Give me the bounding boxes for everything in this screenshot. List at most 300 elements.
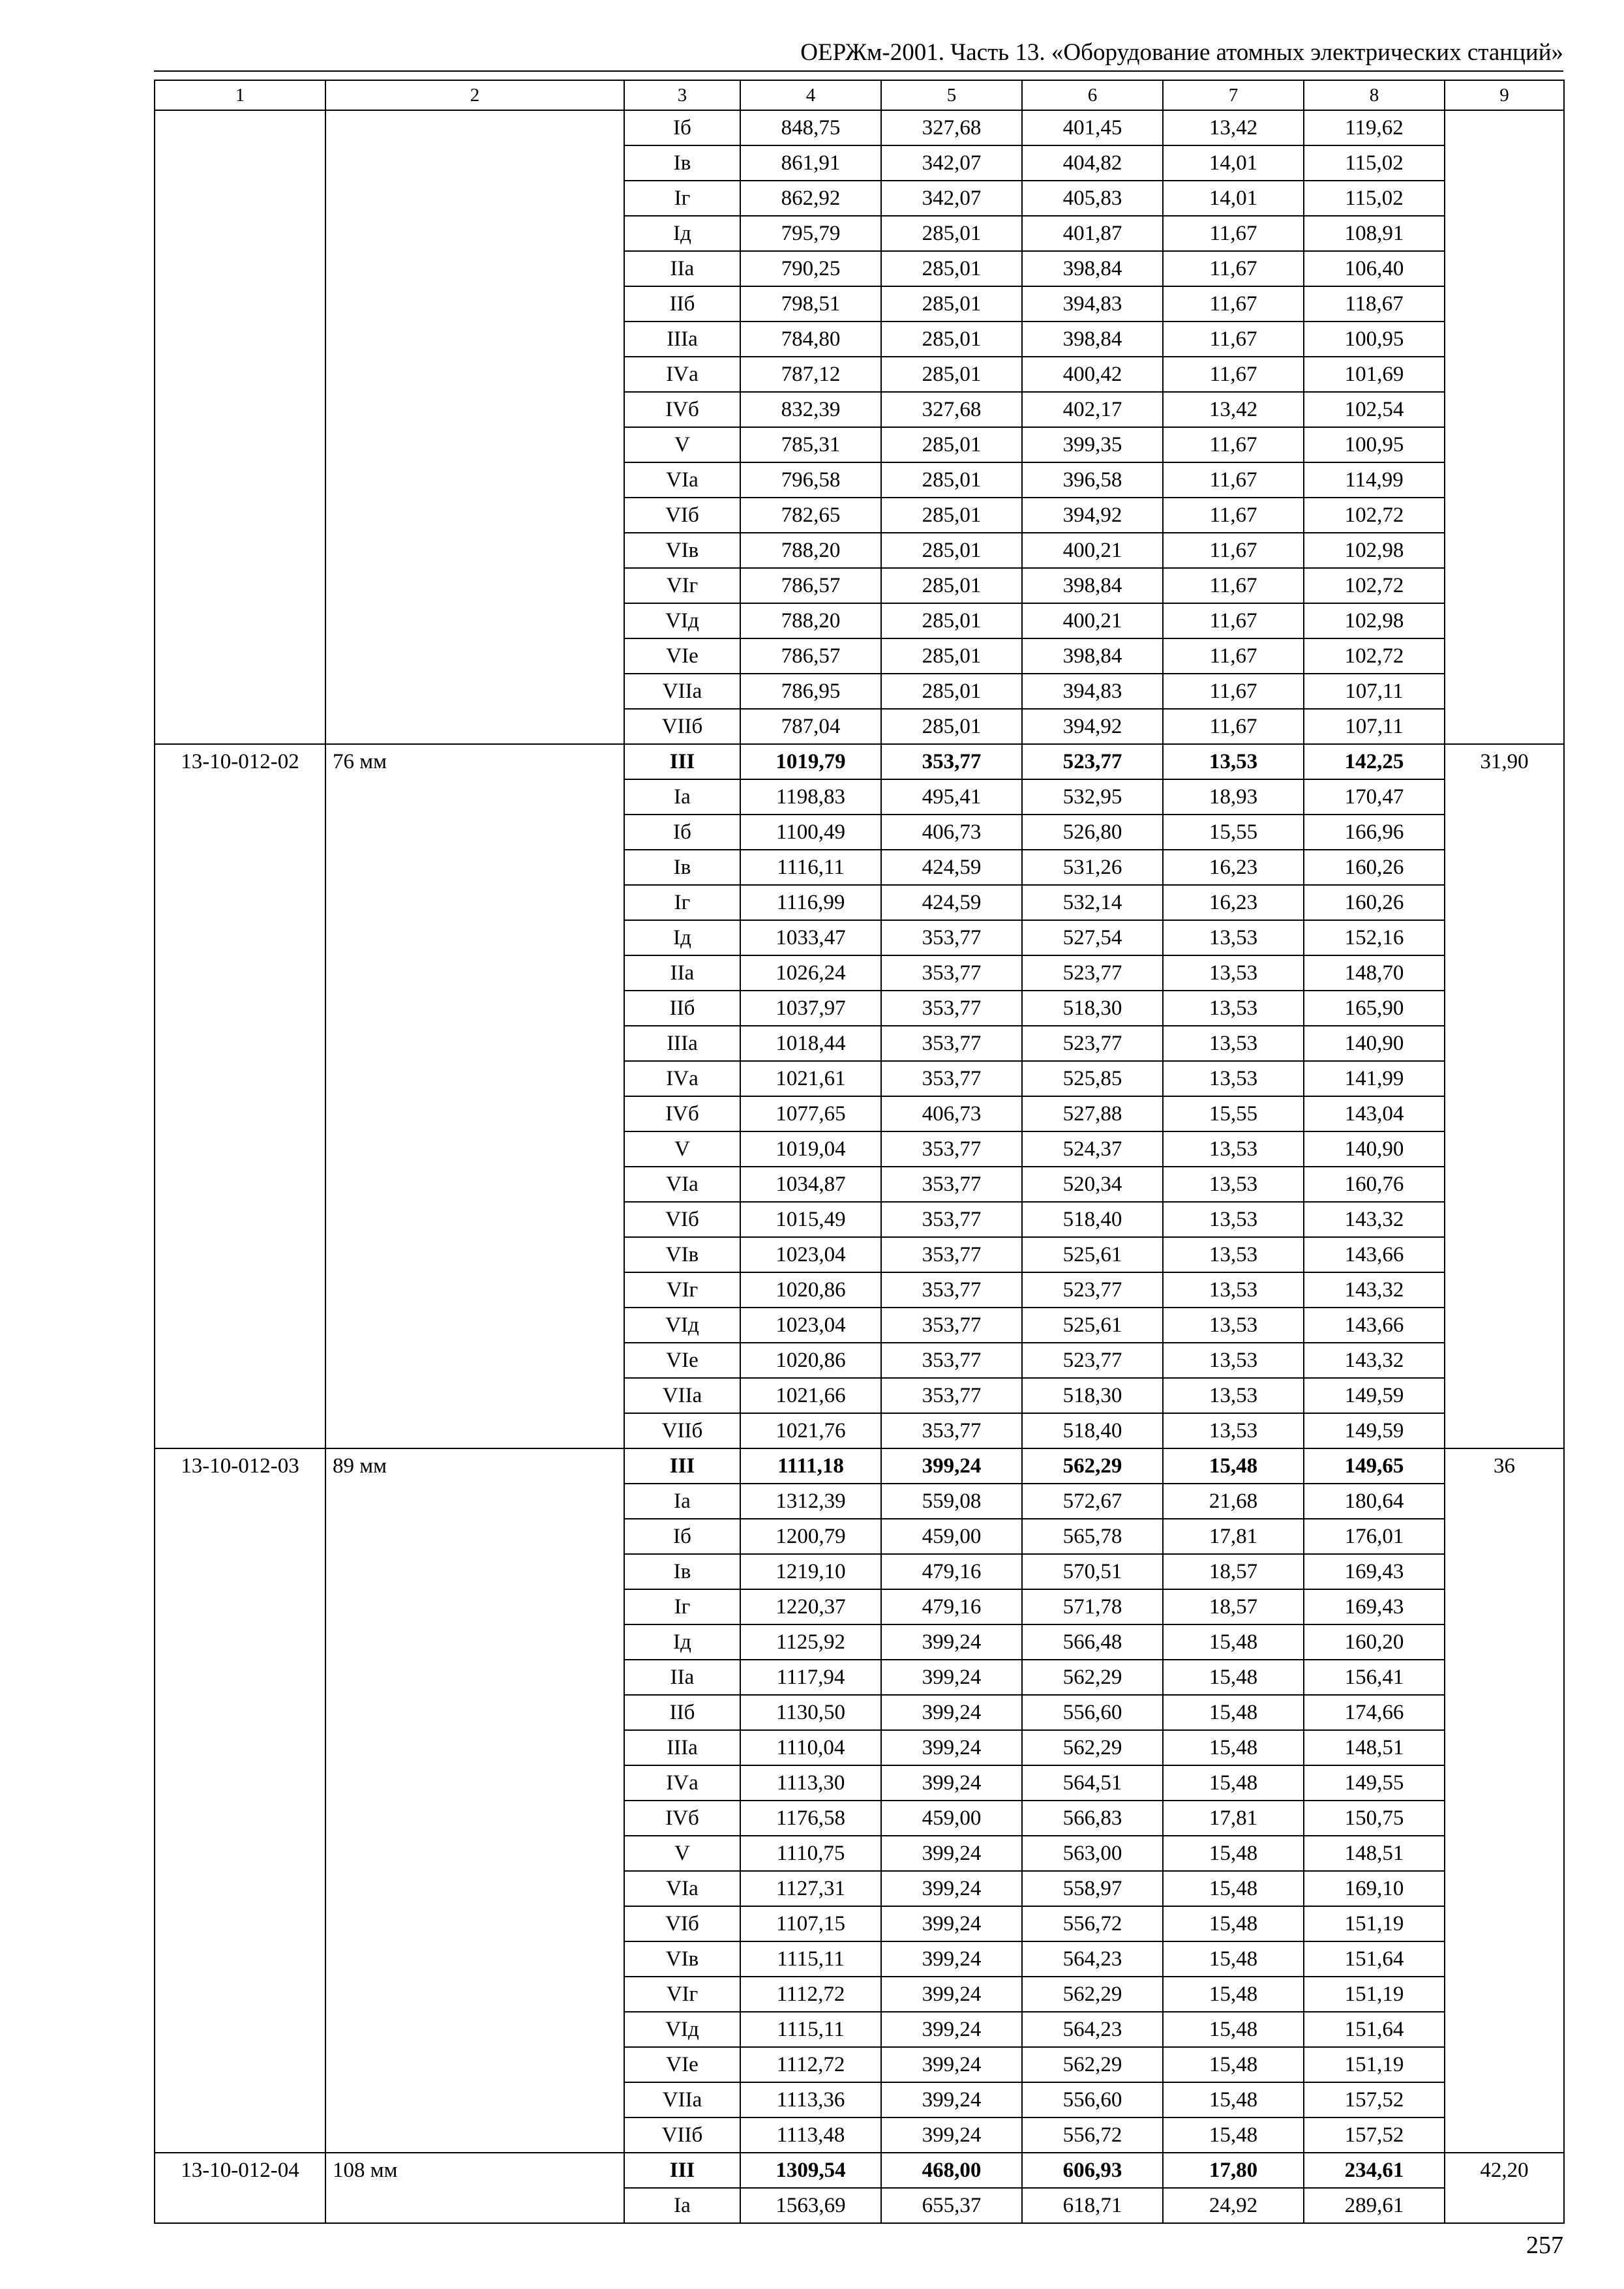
zone-label-cell: IIIа	[624, 1730, 740, 1765]
value-cell-c7: 11,67	[1163, 357, 1304, 392]
zone-label-cell: Iа	[624, 1484, 740, 1519]
value-cell-c7: 11,67	[1163, 251, 1304, 286]
column-header-4: 4	[740, 80, 881, 110]
value-cell-c8: 166,96	[1304, 815, 1445, 850]
value-cell-c8: 102,98	[1304, 603, 1445, 638]
value-cell-c6: 562,29	[1022, 1977, 1163, 2012]
zone-label-cell: III	[624, 2153, 740, 2188]
value-cell-c5: 285,01	[881, 638, 1022, 674]
value-cell-c8: 180,64	[1304, 1484, 1445, 1519]
value-cell-c4: 1107,15	[740, 1906, 881, 1941]
value-cell-c4: 1110,75	[740, 1836, 881, 1871]
value-cell-c8: 143,32	[1304, 1343, 1445, 1378]
value-cell-c8: 118,67	[1304, 286, 1445, 322]
value-cell-c7: 15,48	[1163, 1941, 1304, 1977]
value-cell-c4: 1026,24	[740, 955, 881, 991]
value-cell-c8: 107,11	[1304, 674, 1445, 709]
value-cell-c8: 143,04	[1304, 1096, 1445, 1131]
zone-label-cell: VIа	[624, 1871, 740, 1906]
value-cell-c7: 13,53	[1163, 1061, 1304, 1096]
zone-label-cell: IIа	[624, 251, 740, 286]
value-cell-c6: 398,84	[1022, 322, 1163, 357]
value-cell-c5: 285,01	[881, 427, 1022, 462]
value-cell-c7: 18,57	[1163, 1589, 1304, 1624]
value-cell-c6: 398,84	[1022, 251, 1163, 286]
value-cell-c6: 523,77	[1022, 1026, 1163, 1061]
value-cell-c5: 479,16	[881, 1554, 1022, 1589]
column-header-9: 9	[1445, 80, 1564, 110]
zone-label-cell: III	[624, 1448, 740, 1484]
value-cell-c4: 1200,79	[740, 1519, 881, 1554]
value-cell-c6: 401,45	[1022, 110, 1163, 145]
zone-label-cell: Iа	[624, 2188, 740, 2223]
rate-code-cell: 13-10-012-02	[155, 744, 325, 1448]
zone-label-cell: IVб	[624, 392, 740, 427]
value-cell-c6: 558,97	[1022, 1871, 1163, 1906]
value-cell-c7: 11,67	[1163, 603, 1304, 638]
zone-label-cell: VIв	[624, 1941, 740, 1977]
value-cell-c6: 401,87	[1022, 216, 1163, 251]
value-cell-c5: 342,07	[881, 145, 1022, 181]
value-cell-c8: 115,02	[1304, 145, 1445, 181]
value-cell-c8: 151,64	[1304, 1941, 1445, 1977]
value-cell-c5: 342,07	[881, 181, 1022, 216]
value-cell-c5: 285,01	[881, 322, 1022, 357]
value-cell-c6: 399,35	[1022, 427, 1163, 462]
pipe-diameter-cell: 108 мм	[325, 2153, 624, 2223]
value-cell-c4: 1100,49	[740, 815, 881, 850]
value-cell-c5: 353,77	[881, 1378, 1022, 1413]
value-cell-c4: 786,57	[740, 568, 881, 603]
value-cell-c6: 400,21	[1022, 533, 1163, 568]
zone-label-cell: VIв	[624, 1237, 740, 1272]
value-cell-c6: 405,83	[1022, 181, 1163, 216]
value-cell-c7: 13,53	[1163, 1237, 1304, 1272]
zone-label-cell: III	[624, 744, 740, 779]
value-cell-c6: 518,40	[1022, 1413, 1163, 1448]
value-cell-c8: 148,70	[1304, 955, 1445, 991]
value-cell-c5: 399,24	[881, 2047, 1022, 2082]
value-cell-c5: 285,01	[881, 568, 1022, 603]
value-cell-c4: 1113,48	[740, 2117, 881, 2153]
value-cell-c7: 11,67	[1163, 498, 1304, 533]
value-cell-c8: 174,66	[1304, 1695, 1445, 1730]
value-cell-c6: 527,88	[1022, 1096, 1163, 1131]
value-cell-c8: 151,19	[1304, 1906, 1445, 1941]
value-cell-c8: 100,95	[1304, 427, 1445, 462]
value-cell-c4: 795,79	[740, 216, 881, 251]
rate-code-cell	[155, 110, 325, 744]
value-cell-c5: 285,01	[881, 498, 1022, 533]
value-cell-c4: 862,92	[740, 181, 881, 216]
value-cell-c6: 400,42	[1022, 357, 1163, 392]
value-cell-c7: 13,53	[1163, 1308, 1304, 1343]
value-cell-c8: 157,52	[1304, 2082, 1445, 2117]
value-cell-c5: 285,01	[881, 709, 1022, 744]
value-cell-c5: 399,24	[881, 1660, 1022, 1695]
value-cell-c4: 1219,10	[740, 1554, 881, 1589]
value-cell-c6: 518,30	[1022, 1378, 1163, 1413]
value-cell-c5: 353,77	[881, 1413, 1022, 1448]
zone-label-cell: IIIа	[624, 322, 740, 357]
value-cell-c4: 861,91	[740, 145, 881, 181]
value-cell-c8: 169,10	[1304, 1871, 1445, 1906]
value-cell-c7: 15,48	[1163, 1871, 1304, 1906]
zone-label-cell: VIг	[624, 568, 740, 603]
value-cell-c5: 459,00	[881, 1801, 1022, 1836]
value-cell-c8: 102,98	[1304, 533, 1445, 568]
value-cell-c5: 285,01	[881, 251, 1022, 286]
value-cell-c8: 148,51	[1304, 1836, 1445, 1871]
value-cell-c4: 786,57	[740, 638, 881, 674]
value-cell-c6: 396,58	[1022, 462, 1163, 498]
value-cell-c6: 523,77	[1022, 1343, 1163, 1378]
zone-label-cell: VIе	[624, 2047, 740, 2082]
value-cell-c8: 169,43	[1304, 1554, 1445, 1589]
value-cell-c4: 1015,49	[740, 1202, 881, 1237]
zone-label-cell: VIа	[624, 462, 740, 498]
value-cell-c5: 353,77	[881, 920, 1022, 955]
value-cell-c5: 353,77	[881, 1202, 1022, 1237]
value-cell-c8: 107,11	[1304, 709, 1445, 744]
value-cell-c5: 399,24	[881, 2082, 1022, 2117]
zone-label-cell: VIIа	[624, 2082, 740, 2117]
value-cell-c7: 21,68	[1163, 1484, 1304, 1519]
value-cell-c6: 562,29	[1022, 1730, 1163, 1765]
value-cell-c4: 787,04	[740, 709, 881, 744]
value-cell-c6: 394,92	[1022, 498, 1163, 533]
zone-label-cell: Iа	[624, 779, 740, 815]
value-cell-c5: 399,24	[881, 1871, 1022, 1906]
value-cell-c8: 108,91	[1304, 216, 1445, 251]
value-cell-c5: 399,24	[881, 2117, 1022, 2153]
value-cell-c7: 14,01	[1163, 145, 1304, 181]
value-cell-c4: 1037,97	[740, 991, 881, 1026]
zone-label-cell: VIб	[624, 498, 740, 533]
zone-label-cell: Iд	[624, 1624, 740, 1660]
value-cell-c5: 399,24	[881, 1624, 1022, 1660]
value-cell-c8: 140,90	[1304, 1026, 1445, 1061]
value-cell-c7: 24,92	[1163, 2188, 1304, 2223]
value-cell-c7: 13,53	[1163, 1202, 1304, 1237]
value-cell-c5: 353,77	[881, 1237, 1022, 1272]
value-cell-c8: 149,55	[1304, 1765, 1445, 1801]
value-cell-c4: 1019,04	[740, 1131, 881, 1167]
zone-label-cell: VIд	[624, 603, 740, 638]
value-cell-c7: 14,01	[1163, 181, 1304, 216]
value-cell-c7: 13,42	[1163, 110, 1304, 145]
value-cell-c5: 353,77	[881, 744, 1022, 779]
value-cell-c4: 1034,87	[740, 1167, 881, 1202]
value-cell-c5: 399,24	[881, 1765, 1022, 1801]
zone-label-cell: IVб	[624, 1096, 740, 1131]
value-cell-c6: 562,29	[1022, 1660, 1163, 1695]
value-cell-c8: 102,72	[1304, 638, 1445, 674]
value-cell-c8: 149,59	[1304, 1378, 1445, 1413]
table-row	[155, 110, 1564, 145]
value-cell-c7: 11,67	[1163, 322, 1304, 357]
value-cell-c5: 399,24	[881, 2012, 1022, 2047]
value-cell-c4: 1113,36	[740, 2082, 881, 2117]
value-cell-c7: 11,67	[1163, 286, 1304, 322]
value-cell-c4: 1019,79	[740, 744, 881, 779]
value-cell-c8: 141,99	[1304, 1061, 1445, 1096]
value-cell-c6: 566,83	[1022, 1801, 1163, 1836]
value-cell-c8: 169,43	[1304, 1589, 1445, 1624]
value-cell-c6: 525,61	[1022, 1308, 1163, 1343]
zone-label-cell: IVа	[624, 1765, 740, 1801]
value-cell-c7: 15,48	[1163, 1660, 1304, 1695]
value-cell-c7: 13,53	[1163, 955, 1304, 991]
zone-label-cell: VIг	[624, 1272, 740, 1308]
zone-label-cell: IVа	[624, 1061, 740, 1096]
value-cell-c8: 151,19	[1304, 2047, 1445, 2082]
value-cell-c5: 285,01	[881, 674, 1022, 709]
value-cell-c4: 832,39	[740, 392, 881, 427]
value-cell-c5: 353,77	[881, 991, 1022, 1026]
zone-label-cell: VIIб	[624, 1413, 740, 1448]
value-cell-c8: 150,75	[1304, 1801, 1445, 1836]
value-cell-c4: 1020,86	[740, 1272, 881, 1308]
table-body	[155, 110, 1564, 2223]
value-cell-c5: 353,77	[881, 955, 1022, 991]
value-cell-c4: 1309,54	[740, 2153, 881, 2188]
zone-label-cell: Iг	[624, 885, 740, 920]
value-cell-c4: 1020,86	[740, 1343, 881, 1378]
value-cell-c5: 285,01	[881, 533, 1022, 568]
value-cell-c6: 394,83	[1022, 674, 1163, 709]
value-cell-c7: 15,48	[1163, 1836, 1304, 1871]
zone-label-cell: Iд	[624, 920, 740, 955]
value-cell-c5: 353,77	[881, 1026, 1022, 1061]
value-cell-c6: 618,71	[1022, 2188, 1163, 2223]
value-cell-c8: 156,41	[1304, 1660, 1445, 1695]
zone-label-cell: IIIа	[624, 1026, 740, 1061]
value-cell-c4: 1021,61	[740, 1061, 881, 1096]
value-cell-c7: 13,53	[1163, 991, 1304, 1026]
value-cell-c7: 11,67	[1163, 709, 1304, 744]
value-cell-c7: 15,48	[1163, 2012, 1304, 2047]
value-cell-c7: 15,55	[1163, 815, 1304, 850]
running-header: ОЕРЖм-2001. Часть 13. «Оборудование атомных электрических станций»	[800, 39, 1563, 66]
value-cell-c6: 518,40	[1022, 1202, 1163, 1237]
zone-label-cell: Iб	[624, 1519, 740, 1554]
value-cell-c7: 11,67	[1163, 533, 1304, 568]
value-cell-c7: 13,53	[1163, 1413, 1304, 1448]
zone-label-cell: Iв	[624, 1554, 740, 1589]
zone-label-cell: IIа	[624, 1660, 740, 1695]
value-cell-c7: 15,48	[1163, 1765, 1304, 1801]
value-cell-c6: 398,84	[1022, 568, 1163, 603]
zone-label-cell: Iб	[624, 815, 740, 850]
value-cell-c7: 16,23	[1163, 885, 1304, 920]
value-cell-c7: 15,55	[1163, 1096, 1304, 1131]
value-cell-c6: 564,23	[1022, 2012, 1163, 2047]
value-cell-c8: 160,26	[1304, 850, 1445, 885]
zone-label-cell: V	[624, 1131, 740, 1167]
value-cell-c7: 15,48	[1163, 1730, 1304, 1765]
value-cell-c4: 786,95	[740, 674, 881, 709]
value-cell-c6: 562,29	[1022, 1448, 1163, 1484]
value-cell-c5: 353,77	[881, 1167, 1022, 1202]
zone-label-cell: VIIб	[624, 2117, 740, 2153]
value-cell-c4: 1113,30	[740, 1765, 881, 1801]
value-cell-c4: 1023,04	[740, 1237, 881, 1272]
zone-label-cell: Iв	[624, 145, 740, 181]
value-cell-c4: 1312,39	[740, 1484, 881, 1519]
value-cell-c4: 1127,31	[740, 1871, 881, 1906]
value-cell-c4: 1116,11	[740, 850, 881, 885]
value-cell-c4: 1018,44	[740, 1026, 881, 1061]
zone-label-cell: Iг	[624, 181, 740, 216]
column-header-1: 1	[155, 80, 325, 110]
value-cell-c8: 143,32	[1304, 1272, 1445, 1308]
value-cell-c6: 532,14	[1022, 885, 1163, 920]
value-cell-c5: 399,24	[881, 1977, 1022, 2012]
value-cell-c4: 1077,65	[740, 1096, 881, 1131]
value-cell-c7: 15,48	[1163, 1448, 1304, 1484]
value-cell-c4: 1563,69	[740, 2188, 881, 2223]
value-cell-c8: 149,65	[1304, 1448, 1445, 1484]
value-cell-c5: 424,59	[881, 885, 1022, 920]
value-cell-c8: 119,62	[1304, 110, 1445, 145]
value-cell-c7: 11,67	[1163, 216, 1304, 251]
value-cell-c7: 13,42	[1163, 392, 1304, 427]
pipe-diameter-cell: 76 мм	[325, 744, 624, 1448]
value-cell-c8: 160,76	[1304, 1167, 1445, 1202]
value-cell-c6: 394,92	[1022, 709, 1163, 744]
value-cell-c8: 115,02	[1304, 181, 1445, 216]
value-cell-c6: 532,95	[1022, 779, 1163, 815]
zone-label-cell: VIб	[624, 1906, 740, 1941]
total-cell: 42,20	[1445, 2153, 1564, 2223]
value-cell-c4: 1110,04	[740, 1730, 881, 1765]
value-cell-c4: 1115,11	[740, 1941, 881, 1977]
value-cell-c7: 13,53	[1163, 1131, 1304, 1167]
value-cell-c7: 15,48	[1163, 2047, 1304, 2082]
value-cell-c5: 399,24	[881, 1906, 1022, 1941]
value-cell-c4: 790,25	[740, 251, 881, 286]
value-cell-c7: 16,23	[1163, 850, 1304, 885]
value-cell-c5: 479,16	[881, 1589, 1022, 1624]
value-cell-c7: 13,53	[1163, 1026, 1304, 1061]
value-cell-c8: 149,59	[1304, 1413, 1445, 1448]
column-header-3: 3	[624, 80, 740, 110]
value-cell-c5: 559,08	[881, 1484, 1022, 1519]
value-cell-c8: 160,26	[1304, 885, 1445, 920]
value-cell-c5: 399,24	[881, 1448, 1022, 1484]
value-cell-c6: 563,00	[1022, 1836, 1163, 1871]
value-cell-c5: 406,73	[881, 1096, 1022, 1131]
value-cell-c4: 785,31	[740, 427, 881, 462]
value-cell-c5: 655,37	[881, 2188, 1022, 2223]
zone-label-cell: VIг	[624, 1977, 740, 2012]
column-header-7: 7	[1163, 80, 1304, 110]
zone-label-cell: V	[624, 1836, 740, 1871]
value-cell-c7: 17,80	[1163, 2153, 1304, 2188]
value-cell-c8: 101,69	[1304, 357, 1445, 392]
rate-code-cell: 13-10-012-03	[155, 1448, 325, 2153]
value-cell-c6: 556,72	[1022, 1906, 1163, 1941]
value-cell-c8: 143,66	[1304, 1308, 1445, 1343]
zone-label-cell: IVб	[624, 1801, 740, 1836]
value-cell-c4: 1112,72	[740, 2047, 881, 2082]
value-cell-c5: 406,73	[881, 815, 1022, 850]
value-cell-c5: 285,01	[881, 603, 1022, 638]
value-cell-c5: 353,77	[881, 1272, 1022, 1308]
value-cell-c4: 1220,37	[740, 1589, 881, 1624]
value-cell-c7: 13,53	[1163, 920, 1304, 955]
zone-label-cell: VIб	[624, 1202, 740, 1237]
value-cell-c8: 170,47	[1304, 779, 1445, 815]
value-cell-c8: 143,66	[1304, 1237, 1445, 1272]
value-cell-c6: 520,34	[1022, 1167, 1163, 1202]
value-cell-c7: 13,53	[1163, 1272, 1304, 1308]
table-row	[155, 744, 1564, 779]
value-cell-c7: 17,81	[1163, 1801, 1304, 1836]
value-cell-c8: 157,52	[1304, 2117, 1445, 2153]
value-cell-c6: 404,82	[1022, 145, 1163, 181]
value-cell-c7: 15,48	[1163, 2117, 1304, 2153]
value-cell-c8: 102,54	[1304, 392, 1445, 427]
value-cell-c6: 562,29	[1022, 2047, 1163, 2082]
zone-label-cell: VIе	[624, 638, 740, 674]
value-cell-c4: 1130,50	[740, 1695, 881, 1730]
value-cell-c6: 556,60	[1022, 1695, 1163, 1730]
value-cell-c6: 531,26	[1022, 850, 1163, 885]
zone-label-cell: VIIб	[624, 709, 740, 744]
total-cell: 36	[1445, 1448, 1564, 2153]
value-cell-c4: 798,51	[740, 286, 881, 322]
value-cell-c6: 571,78	[1022, 1589, 1163, 1624]
value-cell-c7: 18,93	[1163, 779, 1304, 815]
value-cell-c5: 285,01	[881, 462, 1022, 498]
value-cell-c4: 782,65	[740, 498, 881, 533]
value-cell-c5: 285,01	[881, 357, 1022, 392]
value-cell-c8: 114,99	[1304, 462, 1445, 498]
zone-label-cell: VIIа	[624, 674, 740, 709]
value-cell-c4: 1021,66	[740, 1378, 881, 1413]
column-header-8: 8	[1304, 80, 1445, 110]
value-cell-c7: 11,67	[1163, 427, 1304, 462]
value-cell-c5: 495,41	[881, 779, 1022, 815]
value-cell-c4: 1033,47	[740, 920, 881, 955]
zone-label-cell: VIд	[624, 1308, 740, 1343]
page-number: 257	[1526, 2232, 1563, 2259]
value-cell-c8: 151,64	[1304, 2012, 1445, 2047]
value-cell-c7: 11,67	[1163, 674, 1304, 709]
value-cell-c7: 13,53	[1163, 1343, 1304, 1378]
value-cell-c7: 11,67	[1163, 638, 1304, 674]
value-cell-c5: 285,01	[881, 286, 1022, 322]
value-cell-c8: 148,51	[1304, 1730, 1445, 1765]
zone-label-cell: IVа	[624, 357, 740, 392]
value-cell-c4: 1111,18	[740, 1448, 881, 1484]
value-cell-c8: 106,40	[1304, 251, 1445, 286]
value-cell-c8: 176,01	[1304, 1519, 1445, 1554]
zone-label-cell: IIб	[624, 286, 740, 322]
value-cell-c5: 468,00	[881, 2153, 1022, 2188]
value-cell-c4: 788,20	[740, 603, 881, 638]
value-cell-c6: 572,67	[1022, 1484, 1163, 1519]
value-cell-c5: 424,59	[881, 850, 1022, 885]
value-cell-c8: 102,72	[1304, 498, 1445, 533]
value-cell-c8: 143,32	[1304, 1202, 1445, 1237]
zone-label-cell: Iб	[624, 110, 740, 145]
header-divider	[154, 70, 1563, 72]
value-cell-c6: 518,30	[1022, 991, 1163, 1026]
value-cell-c6: 523,77	[1022, 955, 1163, 991]
